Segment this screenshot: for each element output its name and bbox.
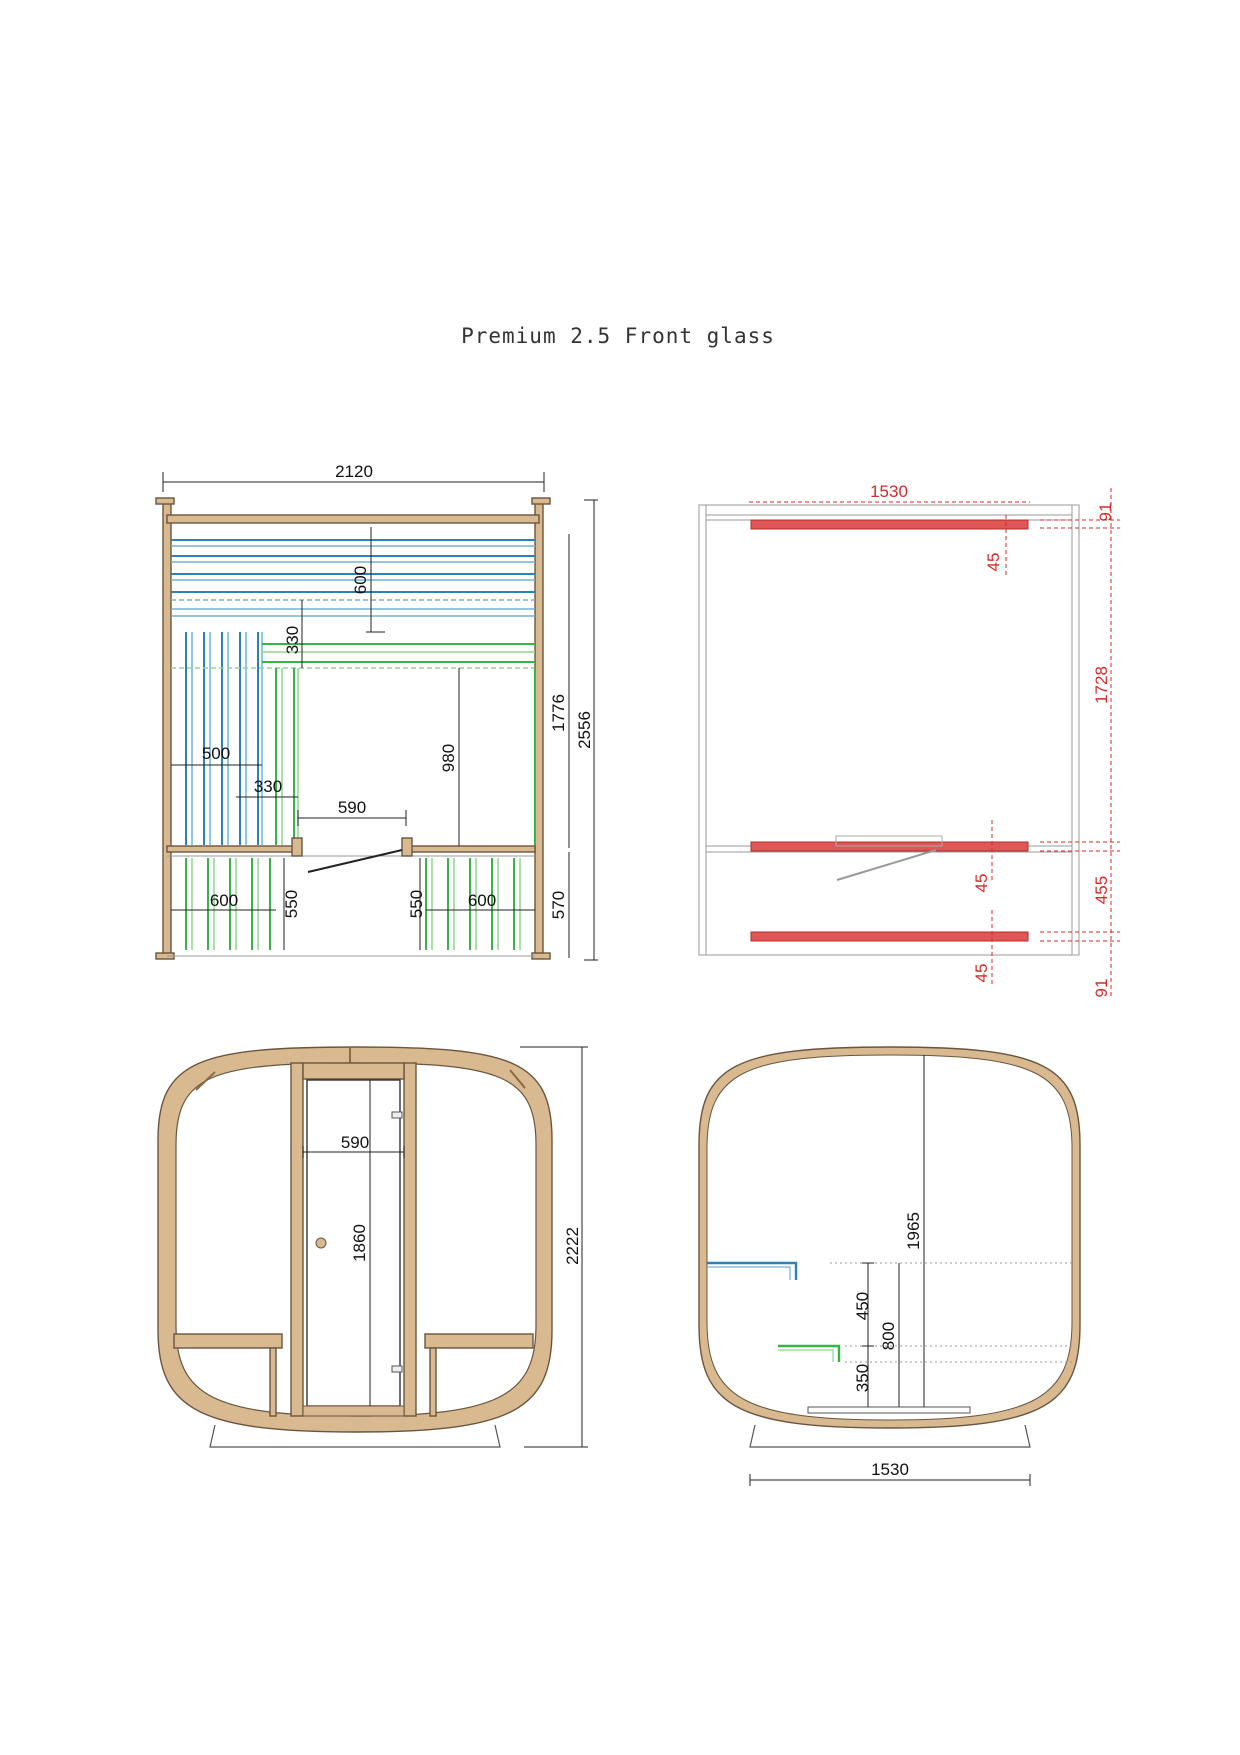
top-beam <box>167 515 539 523</box>
dim-lower-right-width: 600 <box>467 891 497 910</box>
dim-floor-height: 570 <box>549 890 568 920</box>
heater-bar-top <box>751 520 1028 529</box>
elev-dim-door-width: 590 <box>340 1133 370 1152</box>
side-dim-depth: 1530 <box>871 1460 909 1479</box>
door-hinge-upper <box>392 1112 402 1118</box>
door-hinge-lower <box>392 1366 402 1372</box>
open-door-leaf <box>308 850 402 872</box>
side-dim-lower-height: 350 <box>853 1363 872 1393</box>
plan-dim-bar-middle: 45 <box>972 873 991 893</box>
plan-dim-bar-bottom: 45 <box>972 963 991 983</box>
dim-total-height: 2556 <box>575 711 594 749</box>
plan-dim-width: 1530 <box>870 482 908 501</box>
plan-dim-bottom-offset: 91 <box>1092 978 1111 998</box>
drawing-title: Premium 2.5 Front glass <box>461 324 775 348</box>
plan-dim-top-offset: 91 <box>1096 502 1115 522</box>
side-floor-board <box>808 1407 970 1413</box>
side-dim-inner-height: 1965 <box>904 1212 923 1250</box>
dim-bench-step: 330 <box>283 625 302 655</box>
dim-wall-height: 1776 <box>549 694 568 732</box>
elev-post-left <box>291 1063 303 1416</box>
elev-bench-right <box>425 1334 533 1348</box>
plan-dim-span: 1728 <box>1092 666 1111 704</box>
elev-bench-left <box>174 1334 282 1348</box>
elev-post-right <box>404 1063 416 1416</box>
dim-door-width-section: 590 <box>337 798 367 817</box>
top-plan-view <box>699 482 1120 997</box>
dim-lower-left-width: 600 <box>209 891 239 910</box>
dim-seat-to-floor: 980 <box>439 743 458 773</box>
elev-dim-door-height: 1860 <box>350 1224 369 1262</box>
dim-lower-right-height: 550 <box>407 889 426 919</box>
plan-door-leaf <box>837 850 936 880</box>
side-dim-upper-rise: 450 <box>853 1291 872 1321</box>
side-dim-upper-height: 800 <box>879 1321 898 1351</box>
right-post <box>535 502 543 958</box>
dim-upper-bench-depth: 600 <box>351 565 370 595</box>
door-handle <box>316 1238 326 1248</box>
side-barrel-inner <box>707 1055 1072 1420</box>
front-section-view <box>156 462 598 960</box>
door-hinge-right <box>402 838 412 856</box>
plan-dim-bar-top: 45 <box>984 552 1003 572</box>
side-section-view <box>699 1047 1080 1486</box>
dim-inner-step: 330 <box>253 777 283 796</box>
heater-bar-bottom <box>751 932 1028 941</box>
plan-dim-bottom-span: 455 <box>1092 875 1111 905</box>
dim-left-bench-width: 500 <box>201 744 231 763</box>
plan-outline <box>699 505 1079 955</box>
door-hinge-left <box>292 838 302 856</box>
front-elevation-view <box>158 1047 588 1447</box>
left-post <box>163 502 171 958</box>
dim-width: 2120 <box>335 462 373 481</box>
dim-lower-left-height: 550 <box>282 889 301 919</box>
elev-dim-total-height: 2222 <box>563 1227 582 1265</box>
